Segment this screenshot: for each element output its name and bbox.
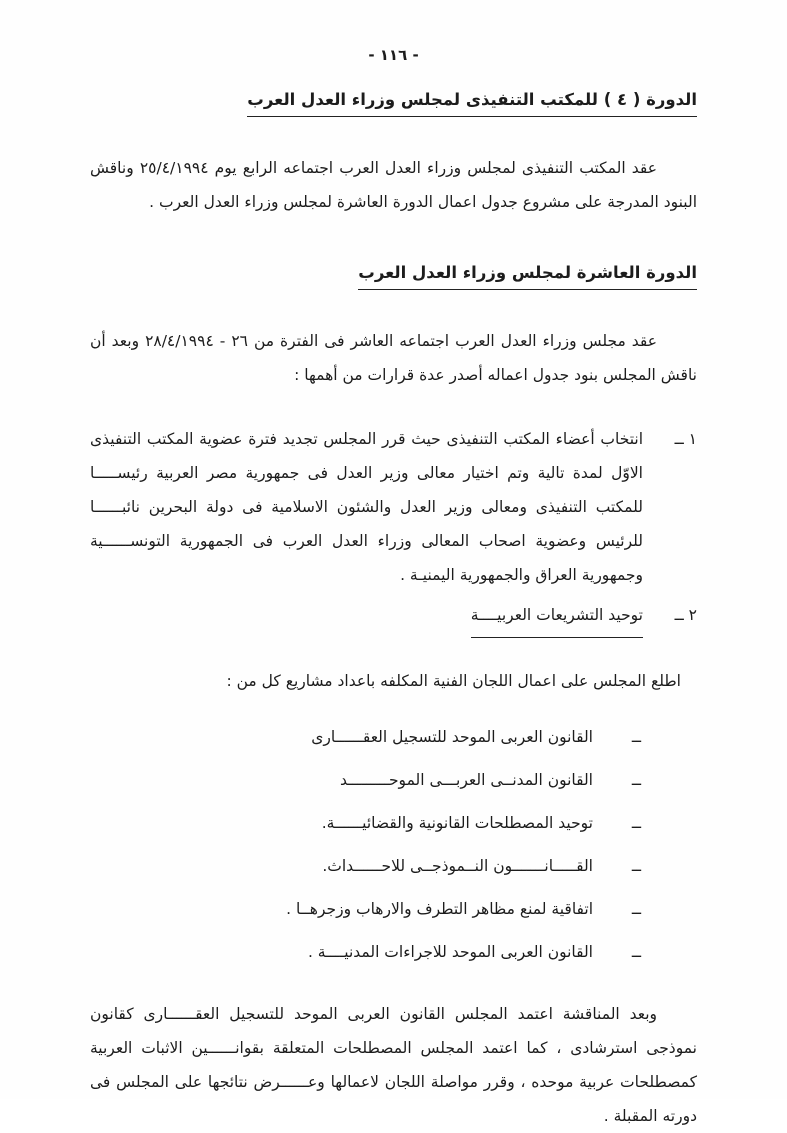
section2-paragraph: عقد مجلس وزراء العدل العرب اجتماعه العاشر فى الفترة من ٢٦ - ٢٨/٤/١٩٩٤ وبعد أن ناقش المجلس بنود جدول اعماله أصدر عدة قرارات من أهمها : [90, 332, 697, 384]
dash-marker: ــ [631, 728, 641, 746]
list-item-text: القانون العربى الموحد للتسجيل العقــــــارى [311, 728, 593, 746]
section2-title: الدورة العاشرة لمجلس وزراء العدل العرب [358, 263, 697, 290]
list-item-text: اتفاقية لمنع مظاهر التطرف والارهاب وزجرهــا . [286, 900, 593, 918]
section1-paragraph: عقد المكتب التنفيذى لمجلس وزراء العدل العرب اجتماعه الرابع يوم ٢٥/٤/١٩٩٤ وناقش البنود المدرجة على مشروع جدول اعمال الدورة العاشرة لمجلس وزراء العدل العرب . [90, 159, 697, 211]
list-item-text: القانون المدنــى العربـــى الموحـــــــــد [339, 771, 593, 789]
list-item [90, 935, 641, 969]
list-item [90, 763, 641, 797]
item-number: ١ ــ [674, 430, 697, 448]
list-item-text: القـــــانـــــــون النــموذجــى للاحــــــداث. [322, 857, 593, 875]
list-item [90, 892, 641, 926]
item-2-underlined-title: توحيد التشريعات العربيــــة [471, 598, 643, 638]
item-text [90, 598, 643, 638]
resolution-item-2 [90, 598, 697, 638]
list-item [90, 849, 641, 883]
section1-heading [90, 90, 697, 117]
dash-marker: ــ [631, 857, 641, 875]
list-item-text: توحيد المصطلحات القانونية والقضائيــــــة. [321, 814, 593, 832]
dash-marker: ــ [631, 814, 641, 832]
list-item [90, 720, 641, 754]
committees-intro: اطلع المجلس على اعمال اللجان الفنية المكلفه باعداد مشاريع كل من : [226, 672, 681, 690]
draft-laws-list [90, 720, 641, 969]
dash-marker: ــ [631, 771, 641, 789]
section2-heading [90, 263, 697, 290]
list-item [90, 806, 641, 840]
dash-marker: ــ [631, 900, 641, 918]
dash-marker: ــ [631, 943, 641, 961]
closing-paragraph: وبعد المناقشة اعتمد المجلس القانون العربى الموحد للتسجيل العقــــــارى كقانون نموذجى استرشادى ، كما اعتمد المجلس المصطلحات المتعلقة بقوانــــــين الاثبات العربية كمصطلحات عربية موحده ، وقرر مواصلة اللجان لاعمالها وعــــــرض نتائجها على المجلس فى دورته المقبلة . [90, 1005, 697, 1125]
item-text: انتخاب أعضاء المكتب التنفيذى حيث قرر المجلس تجديد فترة عضوية المكتب التنفيذى الاوّل لمدة تالية وتم اختيار معالى وزير العدل فى جمهورية مصر العربية رئيســـــا للمكتب التنفيذى ومعالى وزير العدل والشئون الاسلامية فى دولة البحرين نائبــــــا للرئيس وعضوية اصحاب المعالى وزراء العدل العرب فى الجمهورية التونســــــية وجمهورية العراق والجمهورية اليمنيـة . [90, 430, 643, 584]
resolution-item-1 [90, 422, 697, 592]
page-number: - ١١٦ - [368, 46, 419, 64]
item-number: ٢ ــ [674, 606, 697, 624]
list-item-text: القانون العربى الموحد للاجراءات المدنيــــة . [307, 943, 593, 961]
section1-title: الدورة ( ٤ ) للمكتب التنفيذى لمجلس وزراء العدل العرب [247, 90, 697, 117]
